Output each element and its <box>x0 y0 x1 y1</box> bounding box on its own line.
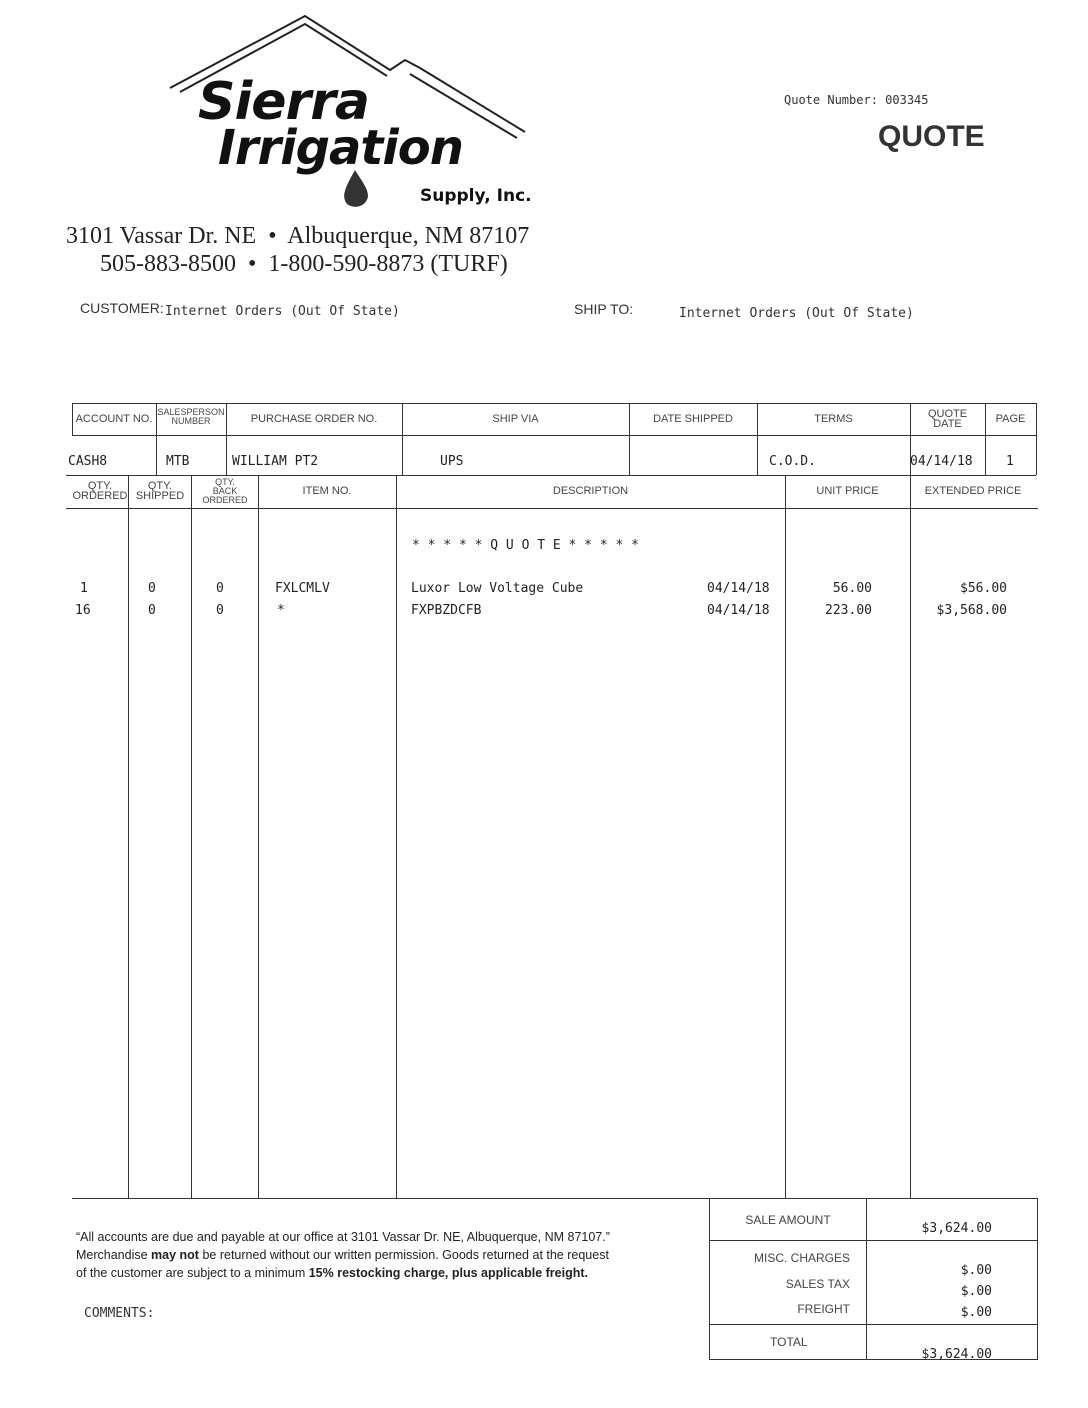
row-description: FXPBZDCFB <box>411 603 482 618</box>
logo-word-supply: Supply, Inc. <box>420 186 532 206</box>
terms-line2-c: be returned without our written permission. Goods returned at the request <box>198 1248 609 1262</box>
quote-banner: * * * * * Q U O T E * * * * * <box>412 538 639 553</box>
header-quote-date-line2: DATE <box>933 418 962 430</box>
terms-line2 <box>76 1246 706 1264</box>
col-description: DESCRIPTION <box>552 485 629 497</box>
customer-value: Internet Orders (Out Of State) <box>165 304 400 319</box>
header-quote-date-line1: QUOTE <box>927 408 968 420</box>
sales-tax-value: $.00 <box>960 1284 992 1299</box>
row-date: 04/14/18 <box>707 581 770 596</box>
col-qty-shipped-line1: QTY. <box>147 480 173 492</box>
terms-text <box>76 1228 706 1282</box>
sale-amount-label: SALE AMOUNT <box>745 1213 831 1227</box>
row-item-no: FXLCMLV <box>275 581 330 596</box>
col-item-no: ITEM NO. <box>302 485 352 497</box>
header-purchase-order: PURCHASE ORDER NO. <box>250 413 378 425</box>
col-qty-ordered-line1: QTY. <box>87 480 113 492</box>
row-description: Luxor Low Voltage Cube <box>411 581 584 596</box>
row-qty-shipped: 0 <box>148 581 156 596</box>
row-extended: $3,568.00 <box>936 603 1007 618</box>
col-qty-ordered-line2: ORDERED <box>72 490 128 502</box>
col-qty-shipped <box>129 481 191 501</box>
col-qty-back-line3: ORDERED <box>202 495 248 505</box>
terms-line3 <box>76 1264 706 1282</box>
comments-label: COMMENTS: <box>84 1306 155 1321</box>
company-address: 3101 Vassar Dr. NE • Albuquerque, NM 87107 <box>66 223 530 249</box>
col-qty-back-line2: BACK <box>212 486 238 496</box>
document-title: QUOTE <box>878 120 985 153</box>
total-label: TOTAL <box>770 1335 808 1349</box>
sale-amount-value: $3,624.00 <box>921 1221 992 1236</box>
total-value: $3,624.00 <box>921 1347 992 1362</box>
header-salesperson <box>156 408 226 426</box>
value-purchase-order: WILLIAM PT2 <box>232 454 319 469</box>
header-account-no: ACCOUNT NO. <box>75 413 153 425</box>
value-page: 1 <box>1006 454 1014 469</box>
header-ship-via: SHIP VIA <box>492 413 539 425</box>
row-qty-shipped: 0 <box>148 603 156 618</box>
row-item-no: * <box>277 603 285 618</box>
terms-line3-a: of the customer are subject to a minimum <box>76 1266 309 1280</box>
terms-line2-a: Merchandise <box>76 1248 152 1262</box>
freight-value: $.00 <box>960 1305 992 1320</box>
row-qty-ordered: 16 <box>75 603 91 618</box>
quote-number <box>784 93 929 107</box>
col-extended-price: EXTENDED PRICE <box>924 485 1022 497</box>
quote-number-label: Quote Number: <box>784 93 878 107</box>
logo-word-sierra: Sierra <box>198 72 369 132</box>
ship-to-value: Internet Orders (Out Of State) <box>679 306 914 321</box>
header-date-shipped: DATE SHIPPED <box>653 413 733 425</box>
logo-word-irrigation: Irrigation <box>218 120 463 176</box>
value-quote-date: 04/14/18 <box>910 454 973 469</box>
value-terms: C.O.D. <box>769 454 816 469</box>
col-unit-price: UNIT PRICE <box>816 485 879 497</box>
freight-label: FREIGHT <box>797 1302 850 1316</box>
col-qty-back-line1: QTY. <box>215 477 235 487</box>
row-qty-back: 0 <box>216 581 224 596</box>
value-salesperson: MTB <box>166 454 190 469</box>
ship-to-label: SHIP TO: <box>574 301 634 317</box>
row-qty-ordered: 1 <box>80 581 88 596</box>
header-terms: TERMS <box>814 413 853 425</box>
customer-label: CUSTOMER: <box>80 300 164 316</box>
row-qty-back: 0 <box>216 603 224 618</box>
col-qty-back-ordered <box>192 478 258 505</box>
header-salesperson-line2: NUMBER <box>171 416 211 426</box>
quote-number-value: 003345 <box>885 93 929 107</box>
header-page: PAGE <box>995 413 1026 425</box>
row-extended: $56.00 <box>960 581 1007 596</box>
misc-charges-value: $.00 <box>960 1263 992 1278</box>
row-date: 04/14/18 <box>707 603 770 618</box>
col-qty-shipped-line2: SHIPPED <box>135 490 185 502</box>
row-unit-price: 223.00 <box>825 603 872 618</box>
sales-tax-label: SALES TAX <box>785 1277 850 1291</box>
terms-line2-b: may not <box>151 1248 199 1262</box>
header-salesperson-line1: SALESPERSON <box>157 407 225 417</box>
value-ship-via: UPS <box>440 454 464 469</box>
misc-charges-label: MISC. CHARGES <box>753 1251 850 1265</box>
value-account-no: CASH8 <box>68 454 108 469</box>
row-unit-price: 56.00 <box>832 581 872 596</box>
terms-line3-b: 15% restocking charge, plus applicable freight. <box>308 1266 588 1280</box>
terms-line1: “All accounts are due and payable at our office at 3101 Vassar Dr. NE, Albuquerque, NM 87107.” <box>76 1230 610 1244</box>
header-quote-date <box>910 409 985 429</box>
col-qty-ordered <box>70 481 130 501</box>
company-phone: 505-883-8500 • 1-800-590-8873 (TURF) <box>100 251 508 277</box>
